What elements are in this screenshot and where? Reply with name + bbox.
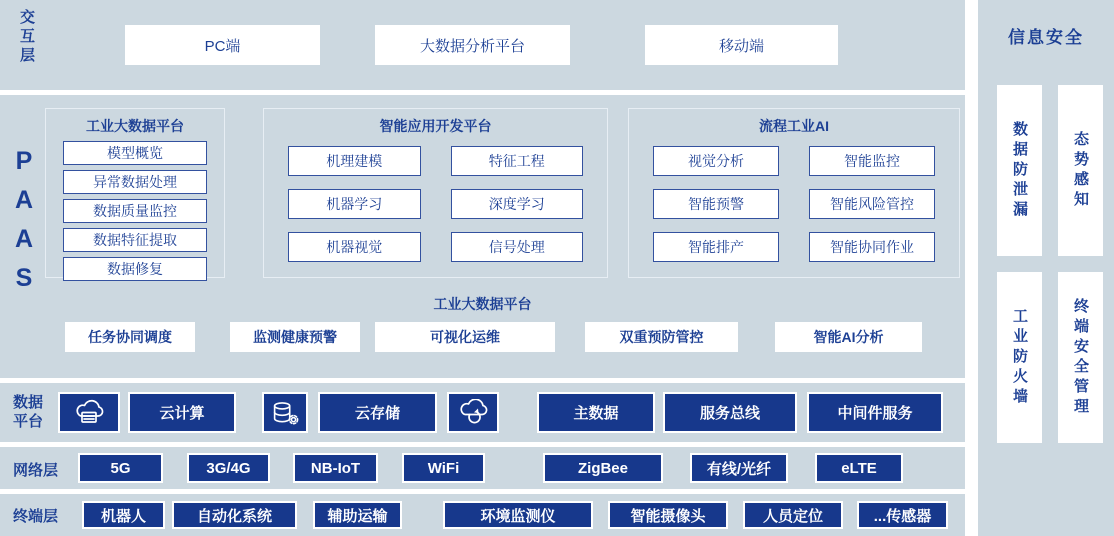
box-machine-vision: 机器视觉 [288,232,421,262]
paas-layer-label: PAAS [10,147,38,303]
terminal-layer-band [0,494,965,536]
box-visual-operation: 可视化运维 [375,322,555,352]
interaction-layer-label: 交互层 [18,9,35,66]
group-process-industry-ai [628,108,960,278]
box-deep-learning: 深度学习 [451,189,584,219]
group-industrial-bigdata-platform [45,108,225,278]
interaction-layer-band [0,0,965,90]
box-service-bus: 服务总线 [663,392,797,433]
box-signal-processing: 信号处理 [451,232,584,262]
database-icon [262,392,308,433]
box-5g: 5G [78,453,163,483]
box-intelligent-scheduling: 智能排产 [653,232,779,262]
box-feature-engineering: 特征工程 [451,146,584,176]
box-mobile-client: 移动端 [645,25,838,65]
box-elte: eLTE [815,453,903,483]
box-environment-monitor: 环境监测仪 [443,501,593,529]
group-title: 工业大数据平台 [86,118,184,134]
box-intelligent-risk-control: 智能风险管控 [809,189,935,219]
box-intelligent-monitoring: 智能监控 [809,146,935,176]
box-cloud-storage: 云存储 [318,392,437,433]
box-smart-camera: 智能摄像头 [608,501,728,529]
box-nb-iot: NB-IoT [293,453,378,483]
paas-layer-band [0,95,965,378]
cloud-sync-icon [447,392,499,433]
box-data-quality-monitoring: 数据质量监控 [63,199,207,223]
group-intelligent-app-dev-platform [263,108,608,278]
box-mechanism-modeling: 机理建模 [288,146,421,176]
industrial-bigdata-platform-subtitle: 工业大数据平台 [433,296,532,312]
data-platform-band [0,383,965,442]
box-bigdata-analysis-platform: 大数据分析平台 [375,25,570,65]
box-wired-fiber: 有线/光纤 [690,453,788,483]
network-layer-band [0,447,965,489]
box-data-repair: 数据修复 [63,257,207,281]
terminal-layer-label: 终端层 [13,508,59,525]
box-middleware-service: 中间件服务 [807,392,943,433]
information-security-title: 信息安全 [1008,28,1084,47]
box-3g-4g: 3G/4G [187,453,270,483]
group-title: 流程工业AI [759,118,829,134]
box-intelligent-warning: 智能预警 [653,189,779,219]
box-intelligent-ai-analysis: 智能AI分析 [775,322,922,352]
network-layer-label: 网络层 [13,462,59,479]
group-items [46,136,224,281]
group-items [629,136,959,262]
group-items [264,136,607,262]
box-wifi: WiFi [402,453,485,483]
data-platform-label: 数据平台 [13,394,44,430]
box-master-data: 主数据 [537,392,655,433]
box-data-feature-extraction: 数据特征提取 [63,228,207,252]
information-security-panel [978,0,1114,536]
box-situation-awareness: 态势感知 [1058,85,1103,256]
box-dual-prevention-control: 双重预防管控 [585,322,738,352]
box-pc-client: PC端 [125,25,320,65]
box-visual-analysis: 视觉分析 [653,146,779,176]
box-auxiliary-transport: 辅助运输 [313,501,402,529]
box-data-leakage-prevention: 数据防泄漏 [997,85,1042,256]
box-intelligent-collaboration: 智能协同作业 [809,232,935,262]
group-title: 智能应用开发平台 [379,118,492,134]
box-sensors: ...传感器 [857,501,948,529]
box-model-overview: 模型概览 [63,141,207,165]
box-zigbee: ZigBee [543,453,663,483]
box-automation-system: 自动化系统 [172,501,297,529]
box-industrial-firewall: 工业防火墙 [997,272,1042,443]
box-terminal-security-management: 终端安全管理 [1058,272,1103,443]
box-cloud-computing: 云计算 [128,392,236,433]
box-task-coordination-scheduling: 任务协同调度 [65,322,195,352]
box-personnel-positioning: 人员定位 [743,501,843,529]
cloud-computing-icon [58,392,120,433]
box-machine-learning: 机器学习 [288,189,421,219]
box-health-monitoring-warning: 监测健康预警 [230,322,360,352]
box-robot: 机器人 [82,501,165,529]
box-abnormal-data-processing: 异常数据处理 [63,170,207,194]
